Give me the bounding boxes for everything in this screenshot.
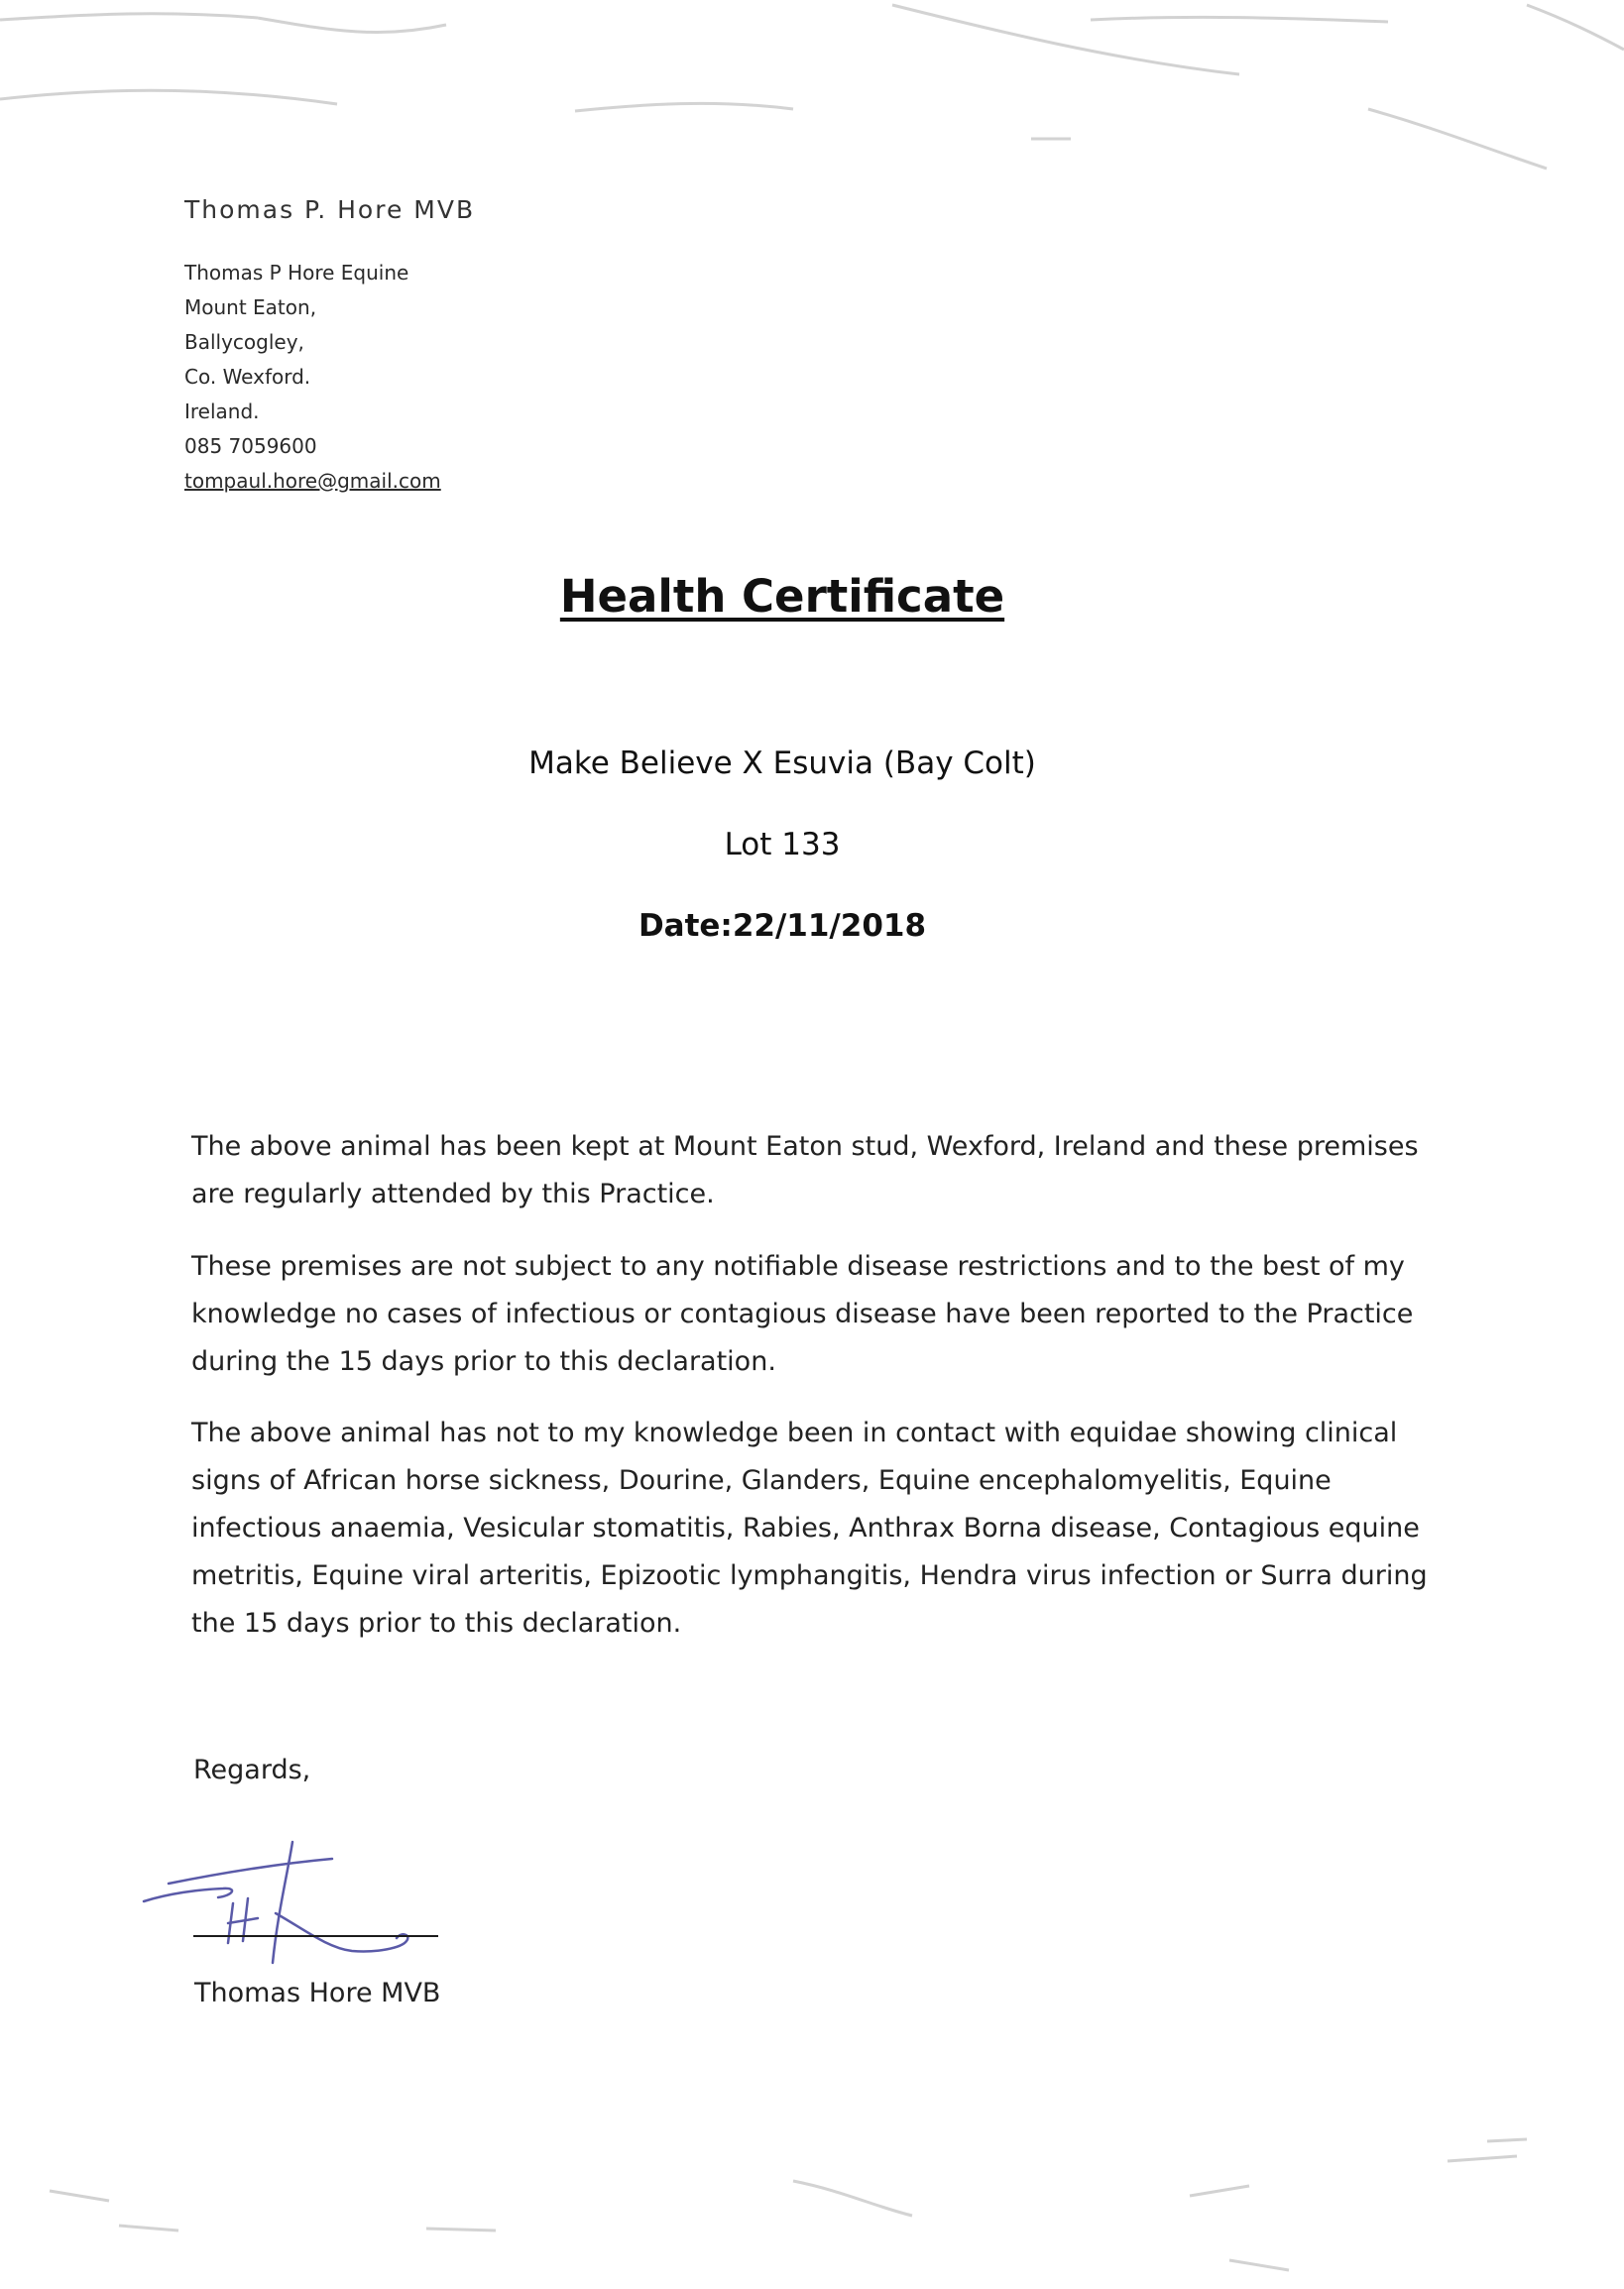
paragraph-restrictions: These premises are not subject to any notifiable disease restrictions and to the best of my knowledge no cases of infectious or contagious disease have been reported to the Practice during the 15 days prior to this declaration. — [191, 1251, 1414, 1377]
phone-number: 085 7059600 — [184, 434, 317, 458]
practitioner-name: Thomas P. Hore MVB — [184, 195, 476, 224]
email-link[interactable]: tompaul.hore@gmail.com — [184, 469, 441, 493]
animal-name: Make Believe X Esuvia (Bay Colt) — [528, 745, 1036, 781]
signatory-name: Thomas Hore MVB — [194, 1978, 441, 2008]
paragraph-contact-declaration: The above animal has not to my knowledge been in contact with equidae showing clinical signs of African horse sickness, Dourine, Glanders, Equine encephalomyelitis, Equine infectious anaemia, Vesicular stomatitis, Rabies, Anthrax Borna disease, Contagious equine metritis, Equine viral arteritis, Epizootic lymphangitis, Hendra virus infection or Surra during the 15 days prior to this declaration. — [191, 1418, 1428, 1639]
certificate-title: Health Certificate — [559, 570, 1005, 623]
address-line: Ballycogley, — [184, 330, 304, 354]
practice-address — [184, 256, 441, 499]
address-line: Co. Wexford. — [184, 365, 311, 389]
lot-number: Lot 133 — [724, 827, 841, 862]
certificate-date: Date:22/11/2018 — [638, 908, 927, 944]
address-line: Mount Eaton, — [184, 295, 317, 319]
address-line: Ireland. — [184, 400, 260, 423]
regards-text: Regards, — [193, 1755, 311, 1785]
handwritten-signature — [129, 1824, 456, 1983]
paragraph-premises: The above animal has been kept at Mount Eaton stud, Wexford, Ireland and these premises are regularly attended by this Practice. — [191, 1131, 1419, 1209]
address-line: Thomas P Hore Equine — [184, 261, 409, 285]
